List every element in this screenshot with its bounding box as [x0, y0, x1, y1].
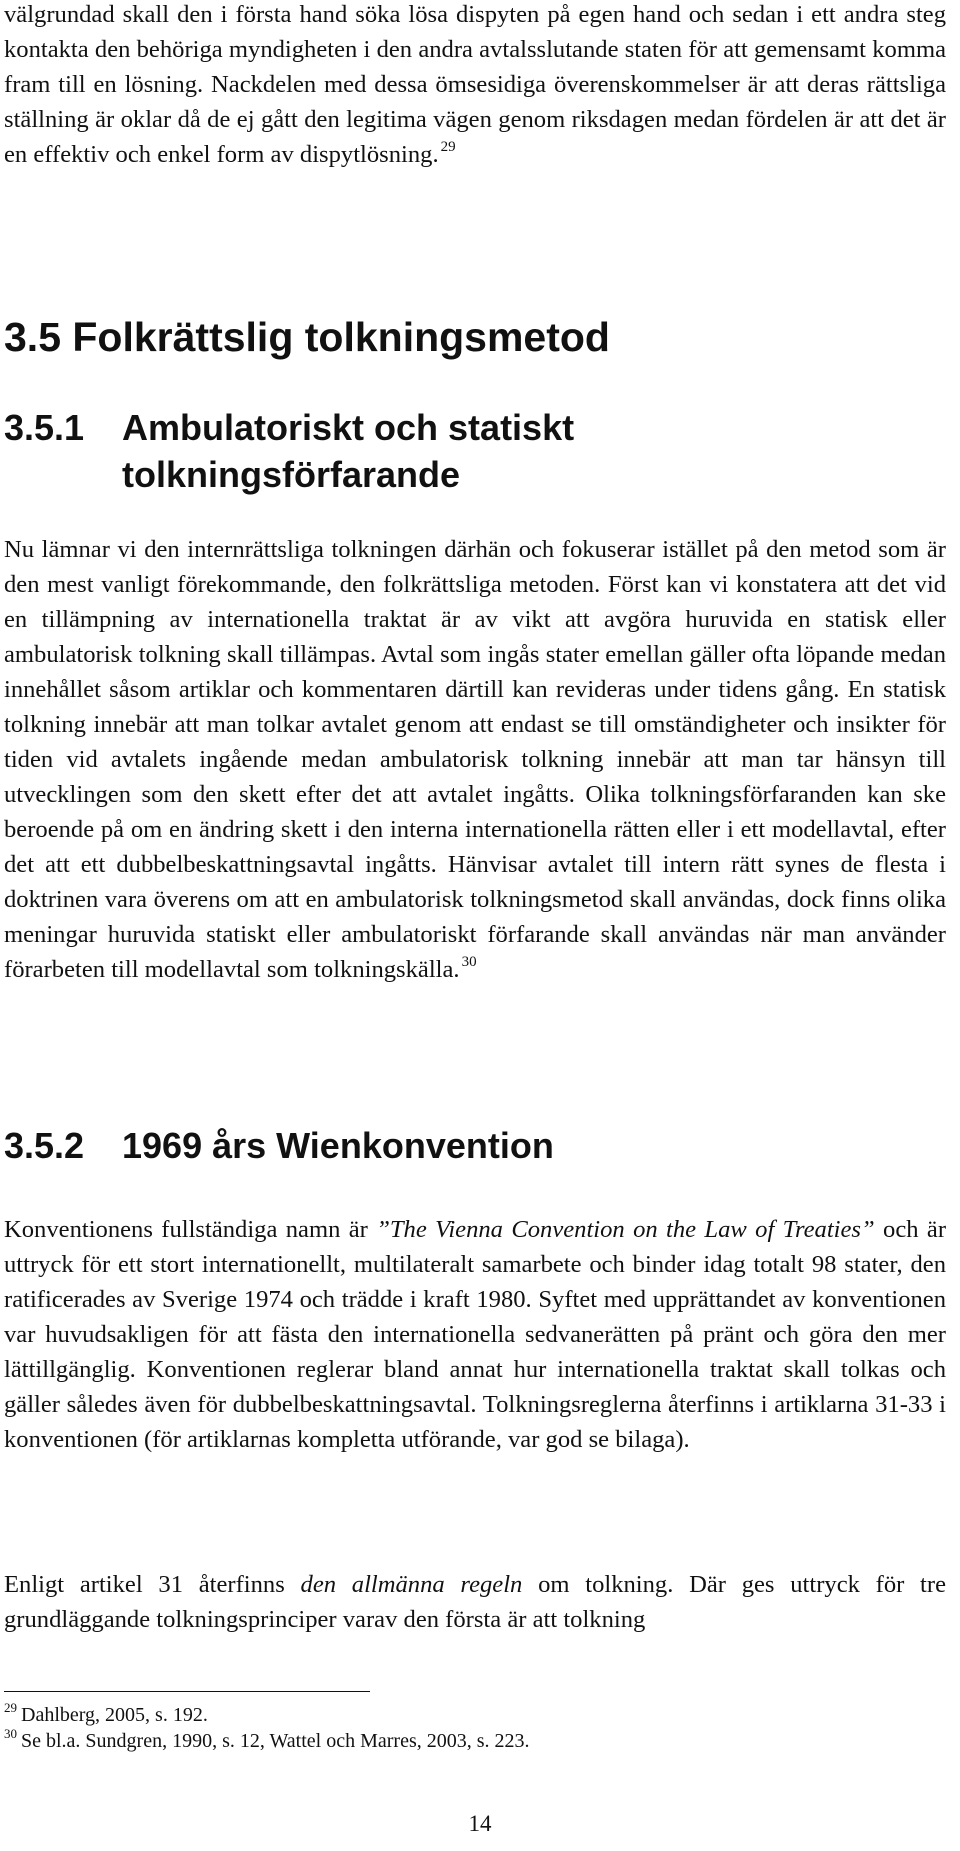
paragraph2-lead: Enligt artikel 31 återfinns	[4, 1571, 301, 1598]
section-title-3-5-2: 1969 års Wienkonvention	[122, 1125, 554, 1166]
footnote-29	[4, 1702, 208, 1728]
footnote-number: 29	[4, 1700, 17, 1715]
footnote-ref-30[interactable]: 30	[461, 954, 477, 970]
paragraph2-rest: om tolkning. Där ges uttryck för tre grundläggande tolkningsprinciper varav den första är att tolkning	[4, 1571, 946, 1633]
footnote-text: Dahlberg, 2005, s. 192.	[21, 1704, 208, 1726]
paragraph1-lead: Konventionens fullständiga namn är	[4, 1216, 377, 1243]
convention-name-italic: ”The Vienna Convention on the Law of Treaties”	[376, 1216, 875, 1243]
footnote-ref-29[interactable]: 29	[440, 139, 456, 155]
page-number: 14	[468, 1811, 492, 1836]
section-3-5-1-paragraph-text: Nu lämnar vi den internrättsliga tolkningen därhän och fokuserar istället på den metod som är den mest vanligt förekommande, den folkrättsliga metoden. Först kan vi konstatera att det vid en tillämpning av internationella traktat är av vikt att avgöra huruvida en statisk eller ambulatorisk tolkning skall tillämpas. Avtal som ingås stater emellan gäller ofta löpande medan innehållet såsom artiklar och kommentaren därtill kan revideras under tidens gång. En statisk tolkning innebär att man tolkar avtalet genom att endast se till omständigheter och insikter för tiden vid avtalets ingående medan ambulatorisk tolkning innebär att man tar hänsyn till utvecklingen som den skett efter det att avtalet ingåtts. Olika tolkningsförfaranden kan ske beroende på om en ändring skett i den interna internationella rätten eller i ett modellavtal, efter det att ett dubbelbeskattningsavtal ingåtts. Hänvisar avtalet till intern rätt synes de flesta i doktrinen vara överens om att en ambulatorisk tolkningsmetod skall användas, dock finns olika meningar huruvida statiskt eller ambulatoriskt förfarande skall användas när man använder förarbeten till modellavtal som tolkningskälla.	[4, 536, 946, 983]
section-3-5-1-paragraph	[4, 532, 946, 987]
section-title-3-5-1-line1: Ambulatoriskt och statiskt	[122, 407, 575, 448]
paragraph1-rest: och är uttryck för ett stort internationellt, multilateralt samarbete och binder idag totalt 98 stater, den ratificerades av Sverige 1974 och trädde i kraft 1980. Syftet med upprättandet av konventionen var huvudsakligen för att fästa den internationella sedvanerätten på pränt och göra den mer lättillgänglig. Konventionen reglerar bland annat hur internationella traktat skall tolkas och gäller således även för dubbelbeskattningsavtal. Tolkningsreglerna återfinns i artiklarna 31-33 i konventionen (för artiklarnas kompletta utförande, var god se bilaga).	[4, 1216, 947, 1453]
intro-paragraph	[4, 0, 946, 172]
section-title-3-5-1-line2: tolkningsförfarande	[122, 454, 461, 495]
section-number-3-5-2: 3.5.2	[4, 1125, 85, 1166]
section-3-5-1-paragraph-block	[4, 532, 946, 987]
section-3-5-2-paragraph2	[4, 1567, 946, 1637]
general-rule-italic: den allmänna regeln	[300, 1571, 523, 1598]
section-3-5-2-paragraph1	[4, 1212, 946, 1457]
footnote-text: Se bl.a. Sundgren, 1990, s. 12, Wattel och Marres, 2003, s. 223.	[21, 1730, 530, 1752]
section-number-3-5-1: 3.5.1	[4, 407, 85, 448]
intro-paragraph-block	[4, 0, 946, 172]
section-heading-3-5-1	[4, 404, 574, 498]
section-heading-3-5: 3.5 Folkrättslig tolkningsmetod	[4, 314, 610, 360]
section-3-5-2-paragraph2-block	[4, 1567, 946, 1637]
section-heading-3-5-2	[4, 1122, 554, 1169]
footnote-30	[4, 1728, 530, 1754]
section-3-5-2-paragraph1-block	[4, 1212, 946, 1457]
footnote-number: 30	[4, 1726, 17, 1741]
footnote-separator	[4, 1691, 370, 1692]
intro-paragraph-text: välgrundad skall den i första hand söka lösa dispyten på egen hand och sedan i ett andra steg kontakta den behöriga myndigheten i den andra avtalsslutande staten för att gemensamt komma fram till en lösning. Nackdelen med dessa ömsesidiga överenskommelser är att deras rättsliga ställning är oklar då de ej gått den legitima vägen genom riksdagen medan fördelen är att det är en effektiv och enkel form av dispytlösning.	[4, 1, 946, 168]
